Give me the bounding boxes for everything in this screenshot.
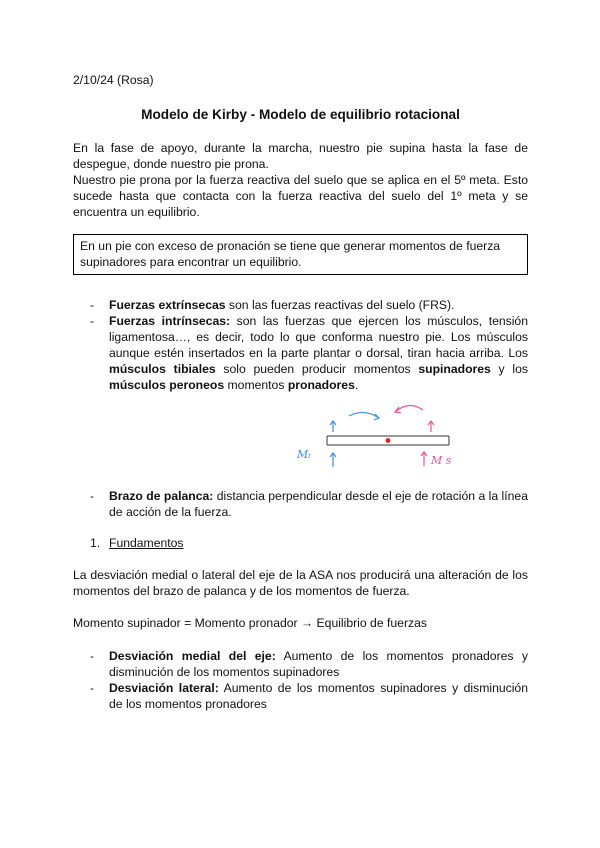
right-curved-arrow [395,405,423,412]
list-item-medial [73,648,528,680]
medial-body [109,648,528,680]
left-moment-label: Mₜ [297,448,311,461]
section-title: Fundamentos [109,536,184,550]
extrinsic-term: Fuerzas extrínsecas [109,298,226,312]
left-curved-arrow [349,412,379,418]
intro-paragraph-2: Nuestro pie prona por la fuerza reactiva del suelo que se aplica en el 5º meta. Esto sucede hasta que contacta con la fuerza reactiva del suelo del 1º meta y se encuentra un equilibrio. [73,173,528,219]
fundamentos-paragraph-1: La desviación medial o lateral del eje de la ASA nos producirá una alteración de los momentos del brazo de palanca y de los momentos de fuerza. [73,568,528,598]
medial-text: Aumento de los momentos pronadores y disminución de los momentos supinadores [109,649,528,679]
lever-text: distancia perpendicular desde el eje de rotación a la línea de acción de la fuerza. [109,489,528,519]
intrinsic-text-e: . [354,378,359,392]
equilibrium-equation: Momento supinador = Momento pronador → Equilibrio de fuerzas [73,616,427,630]
extrinsic-text: son las fuerzas reactivas del suelo (FRS). [225,298,455,312]
lateral-text: Aumento de los momentos supinadores y disminución de los momentos pronadores [109,681,528,711]
lateral-body [109,680,528,712]
boxed-note: En un pie con exceso de pronación se tiene que generar momentos de fuerza supinadores para encontrar un equilibrio. [73,234,528,275]
intrinsic-body [109,313,528,393]
intrinsic-term: Fuerzas intrínsecas: [109,314,231,328]
date-line: 2/10/24 (Rosa) [73,73,154,87]
intrinsic-text-d: momentos [224,378,288,392]
lever-body [109,488,528,520]
pronators-term: pronadores [287,378,355,392]
intrinsic-text-a: son las fuerzas que ejercen los músculos, tensión ligamentosa…, es decir, todo lo que conforma nuestro pie. Los músculos aunque estén insertados en la parte plantar o dorsal, tiran hacia arriba. Los [109,314,528,360]
list-item-lateral [73,680,528,712]
section-heading [90,535,184,551]
forces-list [73,297,528,393]
intrinsic-text-c: y los [490,362,528,376]
page-title: Modelo de Kirby - Modelo de equilibrio rotacional [141,107,460,122]
right-moment-label: M s [431,454,452,467]
list-item-intrinsic [73,313,528,393]
lever-list [73,488,528,520]
list-item-lever [73,488,528,520]
rotation-axis-dot [386,438,391,443]
section-number: 1. [90,536,101,550]
medial-term: Desviación medial del eje: [109,649,276,663]
intrinsic-text-b: solo pueden producir momentos [215,362,419,376]
lateral-term: Desviación lateral: [109,681,219,695]
list-item-extrinsic [73,297,528,313]
tibial-muscles-term: músculos tibiales [109,362,216,376]
deviation-list [73,648,528,712]
supinators-term: supinadores [418,362,491,376]
lever-diagram [289,396,464,474]
lever-term: Brazo de palanca: [109,489,214,503]
peroneal-muscles-term: músculos peroneos [109,378,225,392]
intro-paragraph-1: En la fase de apoyo, durante la marcha, nuestro pie supina hasta la fase de despegue, donde nuestro pie prona. [73,141,528,171]
